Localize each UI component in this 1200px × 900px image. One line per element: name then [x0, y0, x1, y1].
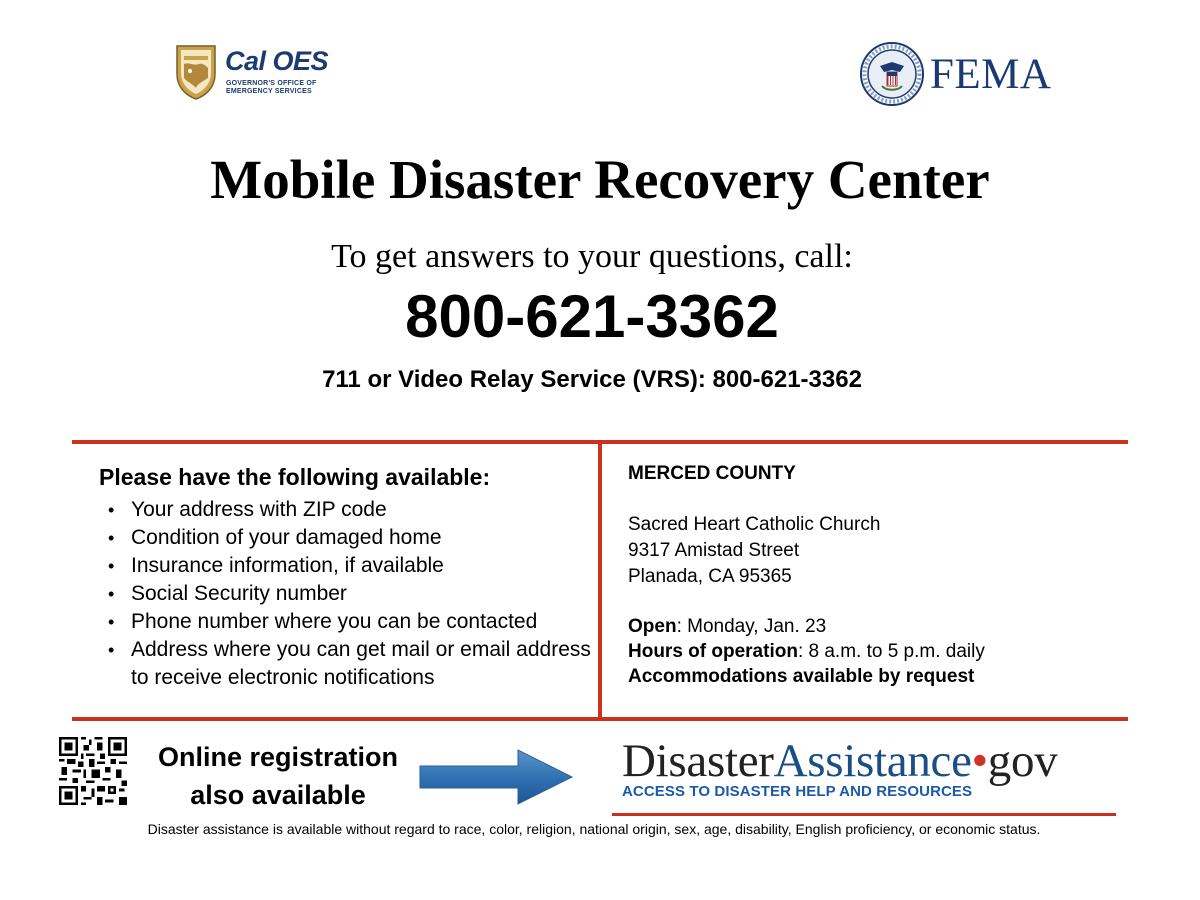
vrs-line-text: 711 or Video Relay Service (VRS): 800-621-3362	[322, 366, 862, 393]
online-registration-line2: also available	[190, 780, 366, 810]
hours-label: Hours of operation	[628, 641, 798, 662]
da-word-assistance: Assistance	[773, 735, 972, 787]
footer-text: Disaster assistance is available without regard to race, color, religion, national origin, sex, age, disability, English proficiency, or economic status.	[147, 821, 1041, 837]
caloes-shield-icon	[175, 44, 217, 100]
list-item: • Address where you can get mail or email address to receive electronic notifications	[107, 636, 597, 692]
disasterassistance-logo[interactable]	[622, 734, 1057, 788]
dhs-seal-icon	[860, 42, 924, 106]
list-item: • Social Security number	[107, 580, 597, 608]
address-line: Planada, CA 95365	[628, 566, 792, 587]
address-line: Sacred Heart Catholic Church	[628, 514, 881, 535]
caloes-subtitle: GOVERNOR'S OFFICE OF EMERGENCY SERVICES	[226, 80, 317, 95]
checklist	[107, 496, 597, 692]
list-item: • Condition of your damaged home	[107, 524, 597, 552]
hours-value: : 8 a.m. to 5 p.m. daily	[797, 641, 985, 662]
open-date	[628, 616, 826, 638]
da-word-disaster: Disaster	[622, 735, 774, 787]
county-name: MERCED COUNTY	[628, 463, 796, 484]
page-title: Mobile Disaster Recovery Center	[210, 149, 990, 210]
phone-number-text: 800-621-3362	[405, 283, 779, 350]
phone-number	[0, 282, 1200, 351]
open-value: : Monday, Jan. 23	[676, 616, 827, 637]
online-registration	[138, 738, 418, 814]
call-prompt-text: To get answers to your questions, call:	[331, 238, 853, 275]
fema-logo	[860, 42, 1060, 108]
fema-name: FEMA	[930, 51, 1052, 98]
open-label: Open	[628, 616, 677, 637]
list-item: • Phone number where you can be contacted	[107, 608, 597, 636]
da-dot: •	[971, 735, 988, 787]
caloes-logo	[175, 44, 335, 102]
divider-bottom	[612, 813, 1116, 816]
list-item: • Your address with ZIP code	[107, 496, 597, 524]
divider-middle	[72, 717, 1128, 721]
online-registration-line1: Online registration	[157, 742, 399, 772]
caloes-name: Cal OES	[225, 46, 329, 76]
da-word-gov: gov	[987, 735, 1058, 787]
accommodations-note: Accommodations available by request	[628, 666, 975, 687]
divider-vertical	[598, 444, 602, 717]
non-discrimination-footer	[0, 821, 1200, 837]
da-tagline: ACCESS TO DISASTER HELP AND RESOURCES	[622, 783, 973, 800]
call-prompt	[0, 238, 1200, 276]
checklist-heading: Please have the following available:	[99, 464, 491, 490]
arrow-right-icon	[418, 746, 574, 808]
vrs-line	[0, 366, 1200, 394]
hours-of-operation	[628, 641, 985, 663]
address-line: 9317 Amistad Street	[628, 540, 800, 561]
list-item: • Insurance information, if available	[107, 552, 597, 580]
qr-code-icon	[59, 737, 127, 805]
